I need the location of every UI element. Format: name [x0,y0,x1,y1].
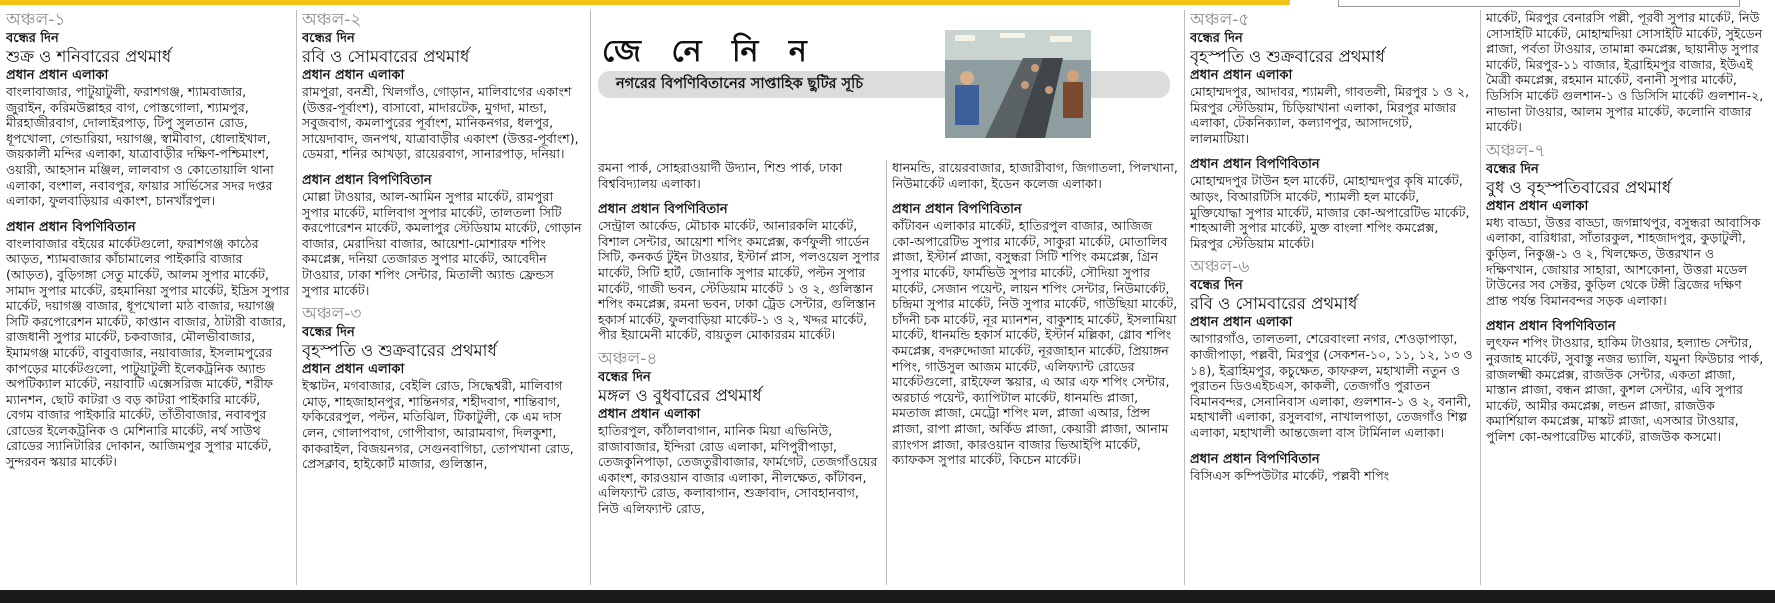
body-text: বাংলাবাজার বইয়ের মার্কেটগুলো, ফরাশগঞ্জ কাঠের আড়ত, শ্যামবাজার কাঁচামালের পাইকারি বাজার (আড়ত), বুড়িগঙ্গা সেতু মার্কেট, আলম সুপার মার্কেট, সামাদ সুপার মার্কেট, রহমানিয়া সুপার মার্কেট, ইদ্রিস সুপার মার্কেট, দয়াগঞ্জ বাজার, ধূপখোলা মাঠ বাজার, দয়াগঞ্জ সিটি করপোরেশন মার্কেট, কাপ্তান বাজার, ঠাটারী বাজার, রাজধানী সুপার মার্কেট, চকবাজার, মৌলভীবাজার, ইমামগঞ্জ মার্কেট, বাবুবাজার, নয়াবাজার, ইসলামপুরের কাপড়ের মার্কেটগুলো, পাটুয়াটুলী ইলেকট্রনিক অ্যান্ড অপটিক্যাল মার্কেট, নয়াবাটি এক্সেসরিজ মার্কেট, শরীফ ম্যানশন, ছোট কাটরা ও বড় কাটরা পাইকারি মার্কেট, বেগম বাজার পাইকারি মার্কেট, তাঁতীবাজার, নবাবপুর রোডের ইলেকট্রনিক ও মেশিনারি মার্কেট, নর্থ সাউথ রোডের স্যানিটারির দোকান, আজিমপুর সুপার মার্কেট, সুন্দরবন স্কয়ার মার্কেট। [6,235,290,470]
column-zone-5-6 [1190,10,1474,585]
section-heading: বন্ধের দিন [6,31,59,46]
section-heading: বন্ধের দিন [302,31,355,46]
body-text: কাঁটাবন এলাকার মার্কেট, হাতিরপুল বাজার, আজিজ কো-অপারেটিভ সুপার মার্কেট, সাকুরা মার্কেট, মোতালিব প্লাজা, ইস্টার্ন প্লাজা, বসুন্ধরা সিটি শপিং কমপ্লেক্স, গ্রিন সুপার মার্কেট, ফার্মভিউ সুপার মার্কেট, সৌদিয়া সুপার মার্কেট, সেজান পয়েন্ট, লায়ন শপিং সেন্টার, নিউমার্কেট, চন্দ্রিমা সুপার মার্কেট, নিউ সুপার মার্কেট, গাউছিয়া মার্কেট, চাঁদনী চক মার্কেট, নূর ম্যানশন, বাকুশাহ মার্কেট, ইসলামিয়া মার্কেট, ধানমন্ডি হকার্স মার্কেট, ইস্টার্ন মল্লিকা, গ্লোব শপিং কমপ্লেক্স, বদরুদ্দোজা মার্কেট, নূরজাহান মার্কেট, প্রিয়াঙ্গন শপিং, গাউসুল আজম মার্কেট, এলিফ্যান্ট রোডের মার্কেটগুলো, রাইফেল স্কয়ার, এ আর এফ শপিং সেন্টার, অরচার্ড পয়েন্ট, ক্যাপিটাল মার্কেট, ধানমন্ডি প্লাজা, মমতাজ প্লাজা, মেট্রো শপিং মল, প্লাজা এআর, প্রিন্স প্লাজা, রাপা প্লাজা, অর্কিড প্লাজা, কেয়ারী প্লাজা, আনাম র‍্যাংগস প্লাজা, কারওয়ান বাজার ভিআইপি মার্কেট, ক্যাফকস সুপার মার্কেট, কিচেন মার্কেট। [892,218,1178,468]
section-heading: প্রধান প্রধান এলাকা [302,68,405,83]
body-text: ইস্কাটন, মগবাজার, বেইলি রোড, সিদ্ধেশ্বরী, মালিবাগ মোড়, শাহজাহানপুর, শান্তিনগর, শহীদবাগ, শান্তিবাগ, ফকিরেরপুল, পল্টন, মতিঝিল, টিকাটুলী, কে এম দাস লেন, গোলাপবাগ, গোপীবাগ, আরামবাগ, দিলকুশা, কাকরাইল, বিজয়নগর, সেগুনবাগিচা, তোপখানা রোড, প্রেসক্লাব, হাইকোর্ট মাজার, গুলিস্তান, [302,378,574,472]
section-heading: বন্ধের দিন [598,369,651,385]
body-text: হাতিরপুল, কাঁঠালবাগান, মানিক মিয়া এভিনিউ, রাজাবাজার, ইন্দিরা রোড এলাকা, মণিপুরীপাড়া, তেজকুনিপাড়া, তেজতুরীবাজার, ফার্মগেট, তেজগাঁওয়ের একাংশ, কারওয়ান বাজার এলাকা, নীলক্ষেত, কাঁটাবন, এলিফ্যান্ট রোড, কলাবাগান, শুক্রাবাদ, সোবহানবাগ, নিউ এলিফ্যান্ট রোড, [598,422,878,516]
top-right-frame [1338,0,1740,7]
section-heading: বন্ধের দিন [1190,278,1243,294]
body-text: মার্কেট, মিরপুর বেনারসি পল্লী, পূরবী সুপার মার্কেট, নিউ সোসাইটি মার্কেট, মোহাম্মদিয়া সোসাইটি মার্কেট, সুইডেন প্লাজা, পর্বতা টাওয়ার, তামান্না কমপ্লেক্স, ছায়ানীড় সুপার মার্কেট, মিরপুর-১১ বাজার, ইব্রাহিমপুর বাজার, ইউএই মৈত্রী কমপ্লেক্স, রহমান মার্কেট, বনানী সুপার মার্কেট, ডিসিসি মার্কেট গুলশান-১ ও ডিসিসি মার্কেট গুলশান-২, নাভানা টাওয়ার, আলম সুপার মার্কেট, কলোনি বাজার মার্কেট। [1486,10,1764,135]
feature-subtitle: নগরের বিপণিবিতানের সাপ্তাহিক ছুটির সূচি [616,76,864,92]
section-heading: বন্ধের দিন [1190,31,1243,46]
column-zone-1 [6,10,290,585]
body-text: মোহাম্মদপুর টাউন হল মার্কেট, মোহাম্মদপুর কৃষি মার্কেট, আড়ং, বিআরটিসি মার্কেট, শ্যামলী হল মার্কেট, মুক্তিযোদ্ধা সুপার মার্কেট, মাজার কো-অপারেটিভ মার্কেট, শাহআলী সুপার মার্কেট, মুক্ত বাংলা শপিং কমপ্লেক্স, মিরপুর স্টেডিয়াম মার্কেট। [1190,173,1470,251]
column-zone-4 [892,160,1178,585]
body-text: রামপুরা, বনশ্রী, খিলগাঁও, গোড়ান, মালিবাগের একাংশ (উত্তর-পূর্বাংশ), বাসাবো, মাদারটেক, মুগদা, মান্ডা, সবুজবাগ, কমলাপুরের পূর্বাংশ, মানিকনগর, ধলপুর, সায়েদাবাদ, জনপথ, যাত্রাবাড়ীর একাংশ (উত্তর-পূর্বাংশ), ডেমরা, শনির আখড়া, রায়েরবাগ, সানারপাড়, দনিয়া। [302,84,579,162]
zone-label: অঞ্চল-১ [6,10,66,30]
spacer [6,213,290,220]
section-heading: প্রধান প্রধান বিপণিবিতান [1190,157,1320,173]
section-heading: প্রধান প্রধান এলাকা [1486,198,1589,214]
section-heading: প্রধান প্রধান বিপণিবিতান [1190,451,1320,467]
zone-label: অঞ্চল-২ [302,10,362,30]
top-accent-bar [0,0,1290,5]
section-heading: বন্ধের দিন [1486,161,1539,177]
closing-days: বৃহস্পতি ও শুক্রবারের প্রথমার্ধ [1190,47,1385,66]
body-text: মধ্য বাড্ডা, উত্তর বাড্ডা, জগন্নাথপুর, বসুন্ধরা আবাসিক এলাকা, বারিধারা, সাঁতারকুল, শাহজাদপুর, কুড়াটুলী, কুড়িল, নিকুঞ্জ-১ ও ২, খিলক্ষেত, উত্তরখান ও দক্ষিণখান, জোয়ার সাহারা, আশকোনা, উত্তরা মডেল টাউনের সব সেক্টর, কুড়িল থেকে টঙ্গী ব্রিজের দক্ষিণ প্রান্ত পর্যন্ত বিমানবন্দর সড়ক এলাকা। [1486,214,1761,308]
section-heading: প্রধান প্রধান এলাকা [598,406,701,422]
zone-label: অঞ্চল-৬ [1190,257,1250,278]
body-text: মোল্লা টাওয়ার, আল-আমিন সুপার মার্কেট, রামপুরা সুপার মার্কেট, মালিবাগ সুপার মার্কেট, তালতলা সিটি করপোরেশন মার্কেট, কমলাপুর স্টেডিয়াম মার্কেট, গোড়ান বাজার, মেরাদিয়া বাজার, আয়েশা-মোশারফ শপিং কমপ্লেক্স, দনিয়া তেজারত সুপার মার্কেট, আবেদীন টাওয়ার, ঢাকা শপিং সেন্টার, মিতালী অ্যান্ড ফ্রেন্ডস সুপার মার্কেট। [302,188,582,298]
section-heading: বন্ধের দিন [302,325,355,341]
section-heading: প্রধান প্রধান বিপণিবিতান [302,172,432,188]
section-heading: প্রধান প্রধান এলাকা [1190,315,1293,331]
column-divider [1480,10,1481,585]
section-heading: প্রধান প্রধান এলাকা [1190,68,1293,83]
section-heading: প্রধান প্রধান বিপণিবিতান [6,219,136,235]
closing-days: রবি ও সোমবারের প্রথমার্ধ [302,47,470,66]
body-text: সেন্ট্রাল আর্কেড, মৌচাক মার্কেট, আনারকলি মার্কেট, বিশাল সেন্টার, আয়েশা শপিং কমপ্লেক্স, কর্ণফুলী গার্ডেন সিটি, কনকর্ড টুইন টাওয়ার, ইস্টার্ন প্লাস, পলওয়েল সুপার মার্কেট, সিটি হার্ট, জোনাকি সুপার মার্কেট, পল্টন সুপার মার্কেট, গাজী ভবন, স্টেডিয়াম মার্কেট ১ ও ২, গুলিস্তান শপিং কমপ্লেক্স, রমনা ভবন, ঢাকা ট্রেড সেন্টার, গুলিস্তান হকার্স মার্কেট, ফুলবাড়িয়া মার্কেট-১ ও ২, খদ্দর মার্কেট, পীর ইয়ামেনী মার্কেট, বায়তুল মোকাররম মার্কেট। [598,218,880,343]
column-divider [590,10,591,585]
body-text: লুৎফন শপিং টাওয়ার, হাকিম টাওয়ার, হল্যান্ড সেন্টার, নুরজাহ মার্কেট, সুবাস্তু নজর ভ্যালি, যমুনা ফিউচার পার্ক, রাজলক্ষ্মী কমপ্লেক্স, রাজউক সেন্টার, একতা প্লাজা, মাস্তান প্লাজা, বন্ধন প্লাজা, কুশল সেন্টার, এবি সুপার মার্কেট, আমীর কমপ্লেক্স, লন্ডন প্লাজা, রাজউক কমার্শিয়াল কমপ্লেক্স, মাস্কট প্লাজা, এসআর টাওয়ার, পুলিশ কো-অপারেটিভ মার্কেট, রাজউক কসমো। [1486,335,1764,444]
column-zone-3-4 [598,160,880,585]
zone-label: অঞ্চল-৭ [1486,140,1546,161]
section-heading: প্রধান প্রধান বিপণিবিতান [892,202,1022,218]
spacer [302,166,584,173]
market-escalator-photo [945,30,1091,138]
closing-days: বৃহস্পতি ও শুক্রবারের প্রথমার্ধ [302,341,497,361]
body-text: মোহাম্মদপুর, আদাবর, শ্যামলী, গাবতলী, মিরপুর ১ ও ২, মিরপুর স্টেডিয়াম, চিড়িয়াখানা এলাকা, মিরপুর মাজার এলাকা, টেকনিক্যাল, কল্যাণপুর, আসাদগেট, লালমাটিয়া। [1190,84,1470,146]
page-bottom-band [0,590,1775,603]
zone-label: অঞ্চল-৪ [598,348,658,369]
closing-days: রবি ও সোমবারের প্রথমার্ধ [1190,294,1358,314]
section-heading: প্রধান প্রধান বিপণিবিতান [1486,319,1616,335]
column-zone-6-7 [1486,10,1766,585]
closing-days: মঙ্গল ও বুধবারের প্রথমার্ধ [598,385,762,405]
column-zone-2-3 [302,10,584,585]
section-heading: প্রধান প্রধান এলাকা [302,362,405,378]
section-heading: প্রধান প্রধান বিপণিবিতান [598,202,728,218]
zone-label: অঞ্চল-৩ [302,304,362,325]
body-text: আগারগাঁও, তালতলা, শেরেবাংলা নগর, শেওড়াপাড়া, কাজীপাড়া, পল্লবী, মিরপুর (সেকশন-১০, ১১, ১২, ১৩ ও ১৪), ইব্রাহিমপুর, কচুক্ষেত, কাফরুল, মহাখালী নতুন ও পুরাতন ডিওএইচএস, কাকলী, তেজগাঁও পুরাতন বিমানবন্দর, সেনানিবাস এলাকা, গুলশান-১ ও ২, বনানী, মহাখালী এলাকা, রসুলবাগ, নাখালপাড়া, তেজগাঁও শিল্প এলাকা, মহাখালী আন্তজেলা বাস টার্মিনাল এলাকা। [1190,331,1473,440]
body-text: রমনা পার্ক, সোহরাওয়ার্দী উদ্যান, শিশু পার্ক, ঢাকা বিশ্ববিদ্যালয় এলাকা। [598,160,843,191]
section-heading: প্রধান প্রধান এলাকা [6,68,109,83]
photo-illustration [945,30,1091,138]
closing-days: বুধ ও বৃহস্পতিবারের প্রথমার্ধ [1486,177,1672,197]
column-divider [1184,10,1185,585]
column-divider [886,160,887,585]
body-text: ধানমন্ডি, রায়েরবাজার, হাজারীবাগ, জিগাতলা, পিলখানা, নিউমার্কেট এলাকা, ইডেন কলেজ এলাকা। [892,160,1178,191]
feature-title: জে নে নি ন [602,34,817,69]
column-divider [296,10,297,585]
body-text: বিসিএস কম্পিউটার মার্কেট, পল্লবী শপিং [1190,467,1390,483]
zone-label: অঞ্চল-৫ [1190,10,1250,30]
spacer [1190,445,1474,452]
body-text: বাংলাবাজার, পাটুয়াটুলী, ফরাশগঞ্জ, শ্যামবাজার, জুরাইন, করিমউল্লাহর বাগ, পোস্তগোলা, শ্যামপুর, মীরহাজীরবাগ, দোলাইরপাড়, টিপু সুলতান রোড, ধূপখোলা, গেন্ডারিয়া, দয়াগঞ্জ, স্বামীবাগ, ধোলাইখাল, জয়কালী মন্দির এলাকা, যাত্রাবাড়ীর দক্ষিণ-পশ্চিমাংশ, ওয়ারী, আহসান মঞ্জিল, লালবাগ ও কোতোয়ালি থানা এলাকা, বংশাল, নবাবপুর, ফায়ার সার্ভিসের সদর দপ্তর এলাকা, ফুলবাড়িয়ার একাংশ, চানখাঁরপুল। [6,84,274,209]
closing-days: শুক্র ও শনিবারের প্রথমার্ধ [6,47,172,66]
